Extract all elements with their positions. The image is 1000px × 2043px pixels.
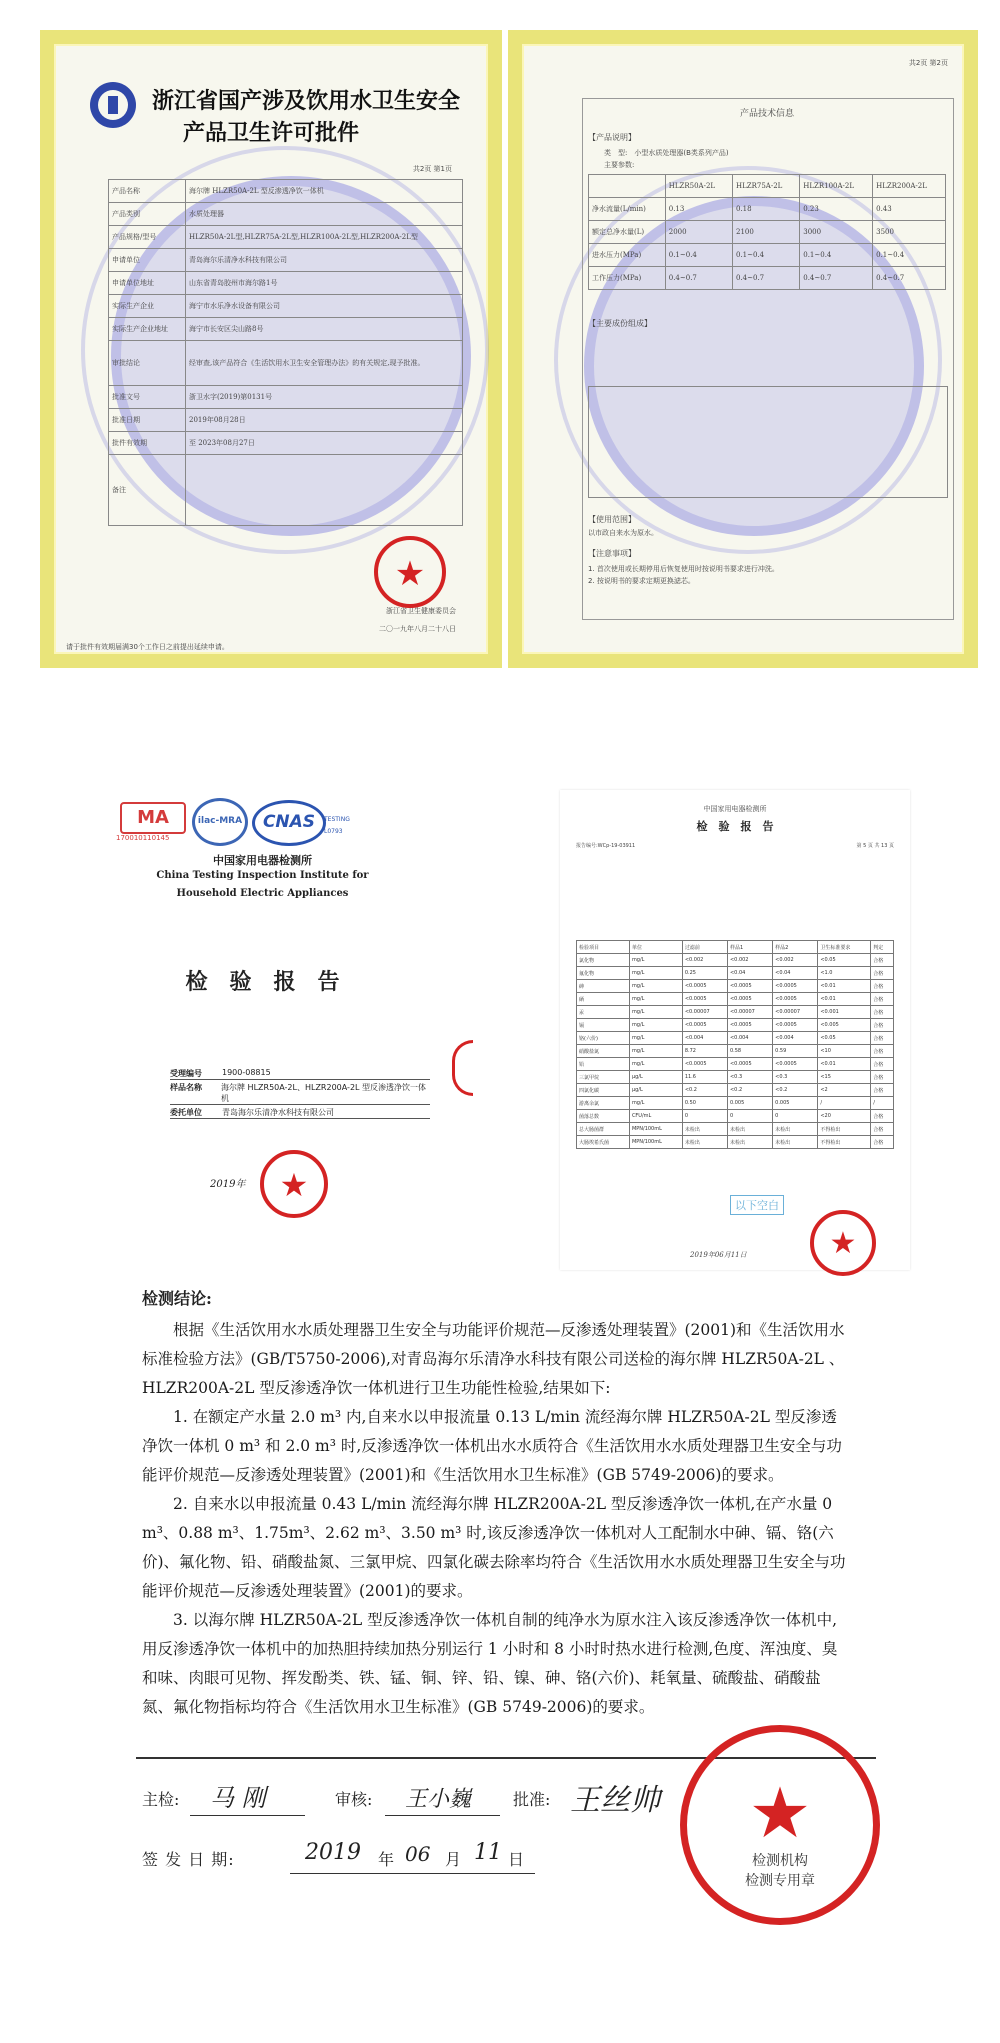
param-row: [589, 221, 946, 244]
param-value: 3500: [873, 221, 946, 244]
parameters-table: [588, 174, 946, 290]
license-certificate-page1: [40, 30, 502, 668]
row-value: HLZR50A-2L型,HLZR75A-2L型,HLZR100A-2L型,HLZR200A-2L型: [186, 226, 463, 249]
results-row: [577, 980, 894, 993]
issue-date: 二〇一九年八月二十八日: [379, 625, 456, 633]
results-cell: 合格: [871, 1136, 894, 1149]
row-label: 实际生产企业: [109, 295, 186, 318]
row-label: 批件有效期: [109, 432, 186, 455]
param-value: 0.23: [800, 198, 873, 221]
cma-number: 170010110145: [116, 834, 170, 842]
results-cell: <0.3: [773, 1071, 818, 1084]
issue-date-month: 06: [405, 1842, 431, 1866]
issue-date-year-unit: 年: [378, 1850, 395, 1869]
date-underline: [290, 1873, 535, 1874]
results-cell: <0.0005: [727, 1019, 772, 1032]
field-value: 海尔牌 HLZR50A-2L、HLZR200A-2L 型反渗透净饮一体机: [221, 1083, 427, 1103]
conclusion-item-1: 1. 在额定产水量 2.0 m³ 内,自来水以申报流量 0.13 L/min 流经海尔牌 HLZR50A-2L 型反渗透净饮一体机 0 m³ 和 2.0 m³ 时,反渗透净饮一体机出水水质符合《生活饮用水水质处理器卫生安全与功能评价规范—反渗透处理装置》(2001)和《生活饮用水卫生标准》(GB 5749-2006)的要求。: [142, 1408, 842, 1484]
institute-name-en-1: China Testing Inspection Institute for: [156, 870, 369, 881]
results-cell: 三氯甲烷: [577, 1071, 630, 1084]
results-cell: 合格: [871, 1071, 894, 1084]
results-cell: 不得检出: [818, 1136, 871, 1149]
results-cell: <0.2: [727, 1084, 772, 1097]
results-cell: 合格: [871, 967, 894, 980]
test-report-data-page: [560, 790, 910, 1270]
results-cell: <0.0005: [773, 993, 818, 1006]
row-label: 申请单位: [109, 249, 186, 272]
results-cell: <2: [818, 1084, 871, 1097]
results-cell: /: [871, 1097, 894, 1110]
results-cell: 0: [682, 1110, 727, 1123]
results-cell: mg/L: [629, 1097, 682, 1110]
results-cell: 0.58: [727, 1045, 772, 1058]
row-value: 青岛海尔乐清净水科技有限公司: [186, 249, 463, 272]
page-indicator: 共2页 第2页: [908, 59, 948, 67]
results-cell: MPN/100mL: [629, 1136, 682, 1149]
results-cell: <0.0005: [682, 1019, 727, 1032]
model-header: HLZR50A-2L: [665, 175, 732, 198]
results-cell: <0.01: [818, 1058, 871, 1071]
results-cell: <0.0005: [773, 1058, 818, 1071]
results-cell: mg/L: [629, 1058, 682, 1071]
param-value: 2100: [733, 221, 800, 244]
results-cell: <0.0005: [727, 980, 772, 993]
license-row: [109, 341, 463, 386]
results-cell: <0.04: [727, 967, 772, 980]
test-report-cover: [60, 770, 465, 1270]
official-red-seal: [374, 536, 446, 608]
conclusion-item-3: 3. 以海尔牌 HLZR50A-2L 型反渗透净饮一体机自制的纯净水为原水注入该反渗透净饮一体机中,用反渗透净饮一体机中的加热胆持续加热分别运行 1 小时和 8 小时时热水进行检测,色度、浑浊度、臭和味、肉眼可见物、挥发酚类、铁、锰、铜、锌、铅、镍、砷、铬(六价)、耗氧量、硫酸盐、硝酸盐氮、氟化物指标均符合《生活饮用水卫生标准》(GB 5749-2006)的要求。: [142, 1611, 838, 1716]
results-cell: 未检出: [773, 1123, 818, 1136]
row-label: 备注: [109, 455, 186, 526]
license-row: [109, 318, 463, 341]
row-value: 海宁市长安区尖山路8号: [186, 318, 463, 341]
results-cell: <0.004: [773, 1032, 818, 1045]
license-table: [108, 179, 463, 526]
row-value: 经审查,该产品符合《生活饮用水卫生安全管理办法》的有关规定,现予批准。: [186, 341, 463, 386]
params-label: 主要参数:: [604, 161, 635, 169]
results-row: [577, 1019, 894, 1032]
results-row: [577, 1032, 894, 1045]
certificate-body: [522, 44, 964, 654]
results-cell: 合格: [871, 1019, 894, 1032]
report-sign-date: 2019年06月11日: [690, 1251, 747, 1259]
results-cell: CFU/mL: [629, 1110, 682, 1123]
param-value: 3000: [800, 221, 873, 244]
results-cell: <0.01: [818, 993, 871, 1006]
results-cell: mg/L: [629, 1032, 682, 1045]
issue-date-day: 11: [474, 1840, 502, 1865]
field-label: 样品名称: [170, 1083, 202, 1092]
report-field: [170, 1107, 430, 1119]
conclusion-item-2: 2. 自来水以申报流量 0.43 L/min 流经海尔牌 HLZR200A-2L 型反渗透净饮一体机,在产水量 0 m³、0.88 m³、1.75m³、2.62 m³、3.50 m³ 时,该反渗透净饮一体机对人工配制水中砷、镉、铬(六价)、氟化物、铅、硝酸盐氮、三氯甲烷、四氯化碳去除率均符合《生活饮用水水质处理器卫生安全与功能评价规范—反渗透处理装置》(2001)的要求。: [142, 1495, 846, 1600]
param-value: 0.1~0.4: [800, 244, 873, 267]
results-cell: <20: [818, 1110, 871, 1123]
results-cell: 菌落总数: [577, 1110, 630, 1123]
param-value: 2000: [665, 221, 732, 244]
conclusion-intro: 根据《生活饮用水水质处理器卫生安全与功能评价规范—反渗透处理装置》(2001)和《生活饮用水标准检验方法》(GB/T5750-2006),对青岛海尔乐清净水科技有限公司送检的海尔牌 HLZR50A-2L 、HLZR200A-2L 型反渗透净饮一体机进行卫生功能性检验,结果如下:: [142, 1321, 845, 1397]
section-description: 【产品说明】: [588, 133, 636, 142]
certificate-body: [54, 44, 488, 654]
field-label: 受理编号: [170, 1069, 202, 1078]
star-icon: ★: [748, 1772, 812, 1854]
results-cell: mg/L: [629, 967, 682, 980]
results-cell: mg/L: [629, 980, 682, 993]
results-cell: 铬(六价): [577, 1032, 630, 1045]
cnas-code: L0793: [324, 828, 343, 835]
license-row: [109, 455, 463, 526]
results-cell: 0.59: [773, 1045, 818, 1058]
note-2: 2. 按说明书的要求定期更换滤芯。: [588, 577, 695, 585]
results-cell: <0.00007: [682, 1006, 727, 1019]
results-row: [577, 1006, 894, 1019]
results-cell: 0.50: [682, 1097, 727, 1110]
approve-label: 批准:: [513, 1790, 551, 1809]
results-cell: 未检出: [727, 1123, 772, 1136]
chief-label: 主检:: [142, 1790, 180, 1809]
testing-institute-seal: [680, 1725, 880, 1925]
model-header: HLZR100A-2L: [800, 175, 873, 198]
row-value: [186, 455, 463, 526]
conclusion-body: [142, 1316, 847, 1722]
param-row: [589, 244, 946, 267]
param-value: 0.43: [873, 198, 946, 221]
param-value: 0.4~0.7: [665, 267, 732, 290]
results-row: [577, 1123, 894, 1136]
results-cell: 四氯化碳: [577, 1084, 630, 1097]
chief-signature: 马 刚: [210, 1784, 266, 1812]
results-cell: 总大肠菌群: [577, 1123, 630, 1136]
results-cell: <0.01: [818, 980, 871, 993]
param-value: 0.18: [733, 198, 800, 221]
row-label: 产品名称: [109, 180, 186, 203]
review-underline: [385, 1815, 500, 1816]
results-cell: <0.2: [773, 1084, 818, 1097]
results-row: [577, 954, 894, 967]
results-cell: <0.0005: [727, 1058, 772, 1071]
model-header: HLZR75A-2L: [733, 175, 800, 198]
row-label: 审批结论: [109, 341, 186, 386]
license-row: [109, 386, 463, 409]
results-cell: <0.0005: [682, 1058, 727, 1071]
test-results-table: [576, 940, 894, 1149]
approve-signature: 王丝帅: [570, 1783, 660, 1818]
results-cell: <0.3: [727, 1071, 772, 1084]
results-header-cell: 单位: [629, 941, 682, 954]
results-header-cell: 样品2: [773, 941, 818, 954]
param-value: 0.4~0.7: [800, 267, 873, 290]
results-header-cell: 判定: [871, 941, 894, 954]
license-row: [109, 249, 463, 272]
issuer: 浙江省卫生健康委员会: [386, 607, 456, 615]
results-cell: 合格: [871, 980, 894, 993]
results-cell: 11.6: [682, 1071, 727, 1084]
license-row: [109, 272, 463, 295]
section-usage: 【使用范围】: [588, 515, 636, 524]
results-cell: <0.001: [818, 1006, 871, 1019]
star-icon: ★: [829, 1226, 857, 1261]
license-row: [109, 432, 463, 455]
results-cell: 游离余氯: [577, 1097, 630, 1110]
field-label: 委托单位: [170, 1108, 202, 1117]
seal-text-1: 检测机构: [752, 1853, 808, 1869]
results-cell: 不得检出: [818, 1123, 871, 1136]
page-indicator: 共2页 第1页: [412, 165, 452, 173]
results-header-cell: 过滤前: [682, 941, 727, 954]
blank-below-stamp: 以下空白: [730, 1195, 784, 1215]
results-cell: 大肠埃希氏菌: [577, 1136, 630, 1149]
review-label: 审核:: [335, 1790, 373, 1809]
results-cell: <0.00007: [727, 1006, 772, 1019]
row-value: 海尔牌 HLZR50A-2L 型反渗透净饮一体机: [186, 180, 463, 203]
results-cell: 未检出: [682, 1136, 727, 1149]
results-cell: mg/L: [629, 1019, 682, 1032]
param-value: 0.1~0.4: [873, 244, 946, 267]
results-cell: 砷: [577, 980, 630, 993]
results-cell: 合格: [871, 1045, 894, 1058]
field-value: 1900-08815: [222, 1068, 271, 1077]
row-label: 产品规格/型号: [109, 226, 186, 249]
section-notes: 【注意事项】: [588, 549, 636, 558]
results-header-cell: 卫生标准要求: [818, 941, 871, 954]
institute-red-seal: [260, 1150, 328, 1218]
chief-underline: [190, 1815, 305, 1816]
cnas-logo: CNAS: [252, 800, 326, 846]
results-cell: 0.25: [682, 967, 727, 980]
results-cell: 合格: [871, 993, 894, 1006]
param-value: 0.1~0.4: [733, 244, 800, 267]
row-value: 浙卫水字(2019)第0131号: [186, 386, 463, 409]
row-value: 山东省青岛胶州市海尔路1号: [186, 272, 463, 295]
license-row: [109, 295, 463, 318]
issue-date-year: 2019: [305, 1840, 361, 1865]
report-page-title: 检 验 报 告: [696, 820, 774, 833]
license-certificate-page2: [508, 30, 978, 668]
institute-name-cn: 中国家用电器检测所: [213, 854, 312, 867]
results-cell: <0.0005: [682, 993, 727, 1006]
results-cell: 氟化物: [577, 967, 630, 980]
results-cell: <0.002: [682, 954, 727, 967]
results-cell: 合格: [871, 1110, 894, 1123]
row-label: 批准文号: [109, 386, 186, 409]
results-cell: <0.05: [818, 954, 871, 967]
param-label: 工作压力(MPa): [589, 267, 666, 290]
results-cell: 硝酸盐氮: [577, 1045, 630, 1058]
note-1: 1. 首次使用或长期停用后恢复使用时按说明书要求进行冲洗。: [588, 565, 779, 573]
results-cell: 未检出: [727, 1136, 772, 1149]
usage-text: 以市政自来水为原水。: [588, 529, 658, 537]
param-row: [589, 198, 946, 221]
results-cell: <0.004: [727, 1032, 772, 1045]
results-cell: <0.04: [773, 967, 818, 980]
results-cell: 未检出: [682, 1123, 727, 1136]
param-value: 0.4~0.7: [733, 267, 800, 290]
results-cell: <0.004: [682, 1032, 727, 1045]
license-row: [109, 203, 463, 226]
field-value: 青岛海尔乐清净水科技有限公司: [222, 1108, 334, 1117]
issue-date-day-unit: 日: [508, 1850, 525, 1869]
report-field: [170, 1082, 430, 1105]
row-label: 申请单位地址: [109, 272, 186, 295]
seal-edge-partial: [452, 1040, 473, 1096]
row-value: 至 2023年08月27日: [186, 432, 463, 455]
results-cell: μg/L: [629, 1084, 682, 1097]
cover-year: 2019年: [210, 1179, 246, 1190]
results-cell: 0: [727, 1110, 772, 1123]
issue-date-label: 签 发 日 期:: [142, 1850, 235, 1869]
results-cell: <0.05: [818, 1032, 871, 1045]
license-row: [109, 409, 463, 432]
review-signature: 王小巍: [405, 1787, 472, 1812]
results-header-row: [577, 941, 894, 954]
results-cell: 合格: [871, 1006, 894, 1019]
section-components: 【主要成份组成】: [588, 319, 652, 328]
certificate-title-line1: 浙江省国产涉及饮用水卫生安全: [151, 89, 460, 114]
cnas-sub: TESTING: [324, 816, 350, 823]
conclusion-heading: 检测结论:: [142, 1289, 212, 1308]
row-value: 2019年08月28日: [186, 409, 463, 432]
row-label: 产品类别: [109, 203, 186, 226]
results-cell: 合格: [871, 1058, 894, 1071]
report-institute: 中国家用电器检测所: [703, 805, 767, 813]
results-cell: 硒: [577, 993, 630, 1006]
results-cell: mg/L: [629, 1045, 682, 1058]
results-cell: 0: [773, 1110, 818, 1123]
components-table: [588, 386, 948, 498]
empty-cell: [589, 175, 666, 198]
results-header-cell: 检验项目: [577, 941, 630, 954]
report-page-info: 第 5 页 共 13 页: [856, 843, 894, 849]
results-row: [577, 1097, 894, 1110]
results-cell: mg/L: [629, 954, 682, 967]
tech-info-header: 产品技术信息: [739, 109, 794, 119]
star-icon: ★: [279, 1166, 309, 1204]
report-field: [170, 1068, 430, 1080]
results-cell: <0.00007: [773, 1006, 818, 1019]
param-value: 0.1~0.4: [665, 244, 732, 267]
results-row: [577, 967, 894, 980]
results-cell: 0.005: [727, 1097, 772, 1110]
institute-name-en-2: Household Electric Appliances: [176, 888, 349, 899]
results-cell: <0.0005: [727, 993, 772, 1006]
license-row: [109, 226, 463, 249]
results-cell: 铅: [577, 1058, 630, 1071]
results-row: [577, 1071, 894, 1084]
report-fields: [170, 1066, 430, 1121]
results-cell: mg/L: [629, 1006, 682, 1019]
results-cell: 合格: [871, 954, 894, 967]
row-label: 实际生产企业地址: [109, 318, 186, 341]
row-value: 海宁市水乐净水设备有限公司: [186, 295, 463, 318]
results-header-cell: 样品1: [727, 941, 772, 954]
results-cell: 合格: [871, 1032, 894, 1045]
param-value: 0.13: [665, 198, 732, 221]
product-type: 类 型: 小型水质处理器(B类系列产品): [604, 149, 729, 157]
results-cell: MPN/100mL: [629, 1123, 682, 1136]
param-label: 进水压力(MPa): [589, 244, 666, 267]
report-number: 报告编号:WCp-19-03911: [576, 843, 636, 849]
row-value: 水质处理器: [186, 203, 463, 226]
results-cell: <0.002: [773, 954, 818, 967]
renewal-footnote: 请于批件有效期届满30个工作日之前提出延续申请。: [66, 643, 229, 651]
results-row: [577, 1110, 894, 1123]
results-row: [577, 1045, 894, 1058]
param-label: 净水流量(L/min): [589, 198, 666, 221]
param-header-row: [589, 175, 946, 198]
star-icon: ★: [394, 554, 426, 594]
certificate-title-line2: 产品卫生许可批件: [182, 121, 359, 146]
results-cell: mg/L: [629, 993, 682, 1006]
results-cell: <0.005: [818, 1019, 871, 1032]
results-cell: 8.72: [682, 1045, 727, 1058]
results-cell: 氯化物: [577, 954, 630, 967]
results-cell: /: [818, 1097, 871, 1110]
results-cell: <10: [818, 1045, 871, 1058]
license-row: [109, 180, 463, 203]
results-cell: <0.0005: [773, 1019, 818, 1032]
results-row: [577, 1136, 894, 1149]
results-cell: μg/L: [629, 1071, 682, 1084]
results-cell: <15: [818, 1071, 871, 1084]
param-label: 额定总净水量(L): [589, 221, 666, 244]
cma-logo: MA: [120, 802, 186, 834]
results-cell: 合格: [871, 1123, 894, 1136]
results-cell: 汞: [577, 1006, 630, 1019]
results-row: [577, 1084, 894, 1097]
results-cell: 镉: [577, 1019, 630, 1032]
results-cell: 未检出: [773, 1136, 818, 1149]
row-label: 批准日期: [109, 409, 186, 432]
results-cell: <1.0: [818, 967, 871, 980]
report-title: 检 验 报 告: [185, 970, 340, 995]
results-cell: 0.005: [773, 1097, 818, 1110]
results-row: [577, 1058, 894, 1071]
param-row: [589, 267, 946, 290]
param-value: 0.4~0.7: [873, 267, 946, 290]
model-header: HLZR200A-2L: [873, 175, 946, 198]
results-cell: <0.0005: [682, 980, 727, 993]
seal-text-2: 检测专用章: [745, 1873, 815, 1889]
results-cell: <0.2: [682, 1084, 727, 1097]
ilac-mra-logo: ilac-MRA: [192, 798, 248, 846]
issue-date-month-unit: 月: [445, 1850, 462, 1869]
results-cell: 合格: [871, 1084, 894, 1097]
results-cell: <0.0005: [773, 980, 818, 993]
results-row: [577, 993, 894, 1006]
report-page-seal: [810, 1210, 876, 1276]
results-cell: <0.002: [727, 954, 772, 967]
